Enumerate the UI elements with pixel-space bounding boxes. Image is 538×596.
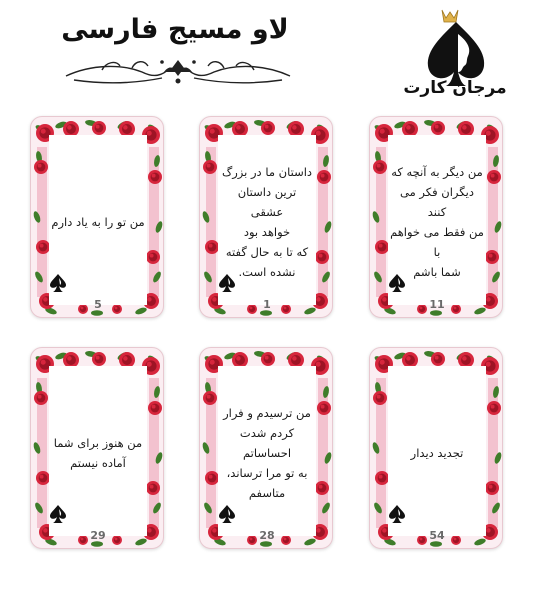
message-card (30, 347, 164, 549)
card-number: 11 (429, 298, 445, 311)
card-message: من تو را به یاد دارم (51, 215, 145, 229)
card-number: 29 (90, 529, 106, 542)
page-title: لاو مسیج فارسی (61, 14, 289, 45)
message-card (369, 116, 503, 318)
card-number: 28 (259, 529, 275, 542)
spade-icon (218, 504, 236, 524)
floral-divider-icon (62, 54, 294, 88)
brand-name: مرجان کارت (403, 78, 507, 98)
card-number: 1 (263, 298, 271, 311)
spade-icon (218, 273, 236, 293)
spade-icon (49, 273, 67, 293)
card-message: تجدید دیدار (410, 446, 464, 460)
card-message: من ترسیدم و فرار کردم شدت احساساتم به تو مرا ترساند، متاسفم (223, 406, 311, 500)
card-message: من هنوز برای شما آماده نیستم (53, 436, 143, 470)
card-message: من دیگر به آنچه که دیگران فکر می کنند من فقط می خواهم با شما باشم (390, 165, 484, 279)
spade-icon (388, 273, 406, 293)
message-card (199, 116, 333, 318)
spade-icon (388, 504, 406, 524)
card-number: 54 (429, 529, 445, 542)
spade-icon (49, 504, 67, 524)
message-card (199, 347, 333, 549)
card-number: 5 (94, 298, 102, 311)
card-message: داستان ما در بزرگ ترین داستان عشقی خواهد بود که تا به حال گفته نشده است. (221, 165, 313, 279)
message-card (369, 347, 503, 549)
message-card (30, 116, 164, 318)
